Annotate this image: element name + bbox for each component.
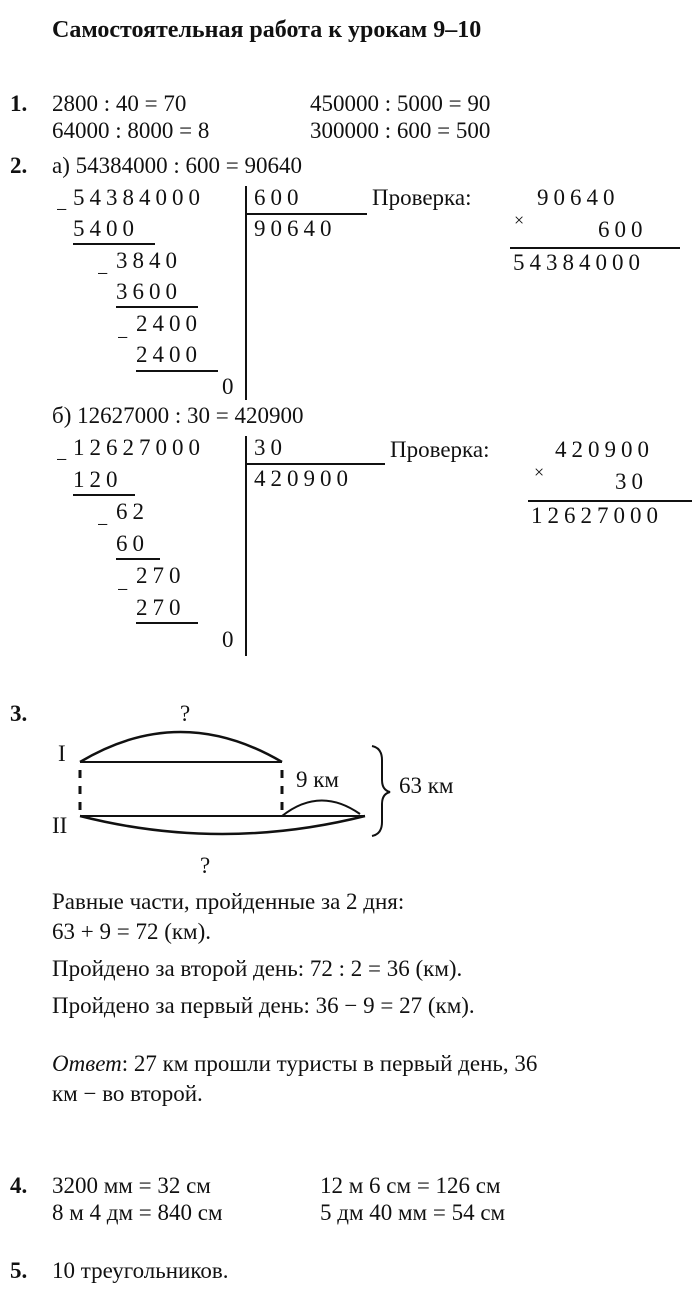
task-2b-step: 62 bbox=[116, 499, 149, 524]
task-4-expr-a: 3200 мм = 32 см bbox=[52, 1173, 211, 1198]
task-1-expr-c: 64000 : 8000 = 8 bbox=[52, 118, 210, 143]
task-1-expr-a: 2800 : 40 = 70 bbox=[52, 91, 187, 116]
task-1-expr-d: 300000 : 600 = 500 bbox=[310, 118, 491, 143]
task-2a-header: а) 54384000 : 600 = 90640 bbox=[52, 153, 302, 178]
times-sign: × bbox=[514, 210, 525, 230]
task-2b-check-top: 420900 bbox=[555, 437, 654, 462]
minus-sign: − bbox=[97, 514, 109, 536]
task-2b-header: б) 12627000 : 30 = 420900 bbox=[52, 403, 304, 428]
minus-sign: − bbox=[117, 579, 129, 601]
task-2a-step: 3840 bbox=[116, 248, 182, 273]
task-2b-remainder: 0 bbox=[222, 627, 234, 652]
diagram-label-day-1: I bbox=[58, 741, 66, 766]
task-2a-check-mult: 600 bbox=[598, 217, 648, 242]
task-5-text: 10 треугольников. bbox=[52, 1258, 229, 1283]
minus-sign: − bbox=[97, 263, 109, 285]
task-3-line: Равные части, пройденные за 2 дня: bbox=[52, 889, 405, 914]
arc-day-2 bbox=[80, 816, 365, 834]
answer-text: : 27 км прошли туристы в первый день, 36 bbox=[121, 1051, 538, 1076]
task-3-number: 3. bbox=[10, 701, 28, 726]
task-2b-step: 270 bbox=[136, 563, 186, 588]
task-2b-quotient: 420900 bbox=[254, 466, 353, 491]
task-2b-step: 120 bbox=[73, 467, 123, 492]
minus-sign: − bbox=[56, 449, 68, 471]
task-2b-check-label: Проверка: bbox=[390, 437, 490, 462]
task-1-number: 1. bbox=[10, 91, 28, 116]
minus-sign: − bbox=[56, 199, 68, 221]
task-3-answer bbox=[52, 1050, 537, 1078]
task-2a-check-result: 54384000 bbox=[513, 250, 645, 275]
task-3-line: Пройдено за первый день: 36 − 9 = 27 (км). bbox=[52, 993, 475, 1018]
task-2b-divisor: 30 bbox=[254, 435, 287, 460]
task-4-expr-d: 5 дм 40 мм = 54 см bbox=[320, 1200, 506, 1225]
diagram-total-label: 63 км bbox=[399, 773, 454, 798]
task-2b-step: 60 bbox=[116, 531, 149, 556]
task-2b-dividend: 12627000 bbox=[73, 435, 205, 460]
task-4-number: 4. bbox=[10, 1173, 28, 1198]
minus-sign: − bbox=[117, 327, 129, 349]
task-4-expr-c: 8 м 4 дм = 840 см bbox=[52, 1200, 223, 1225]
diagram-diff-label: 9 км bbox=[296, 767, 339, 792]
brace bbox=[372, 746, 390, 836]
task-2a-quotient: 90640 bbox=[254, 216, 337, 241]
task-2-number: 2. bbox=[10, 153, 28, 178]
diagram-question-bottom: ? bbox=[200, 853, 211, 878]
task-2a-check-label: Проверка: bbox=[372, 185, 472, 210]
task-2a-divisor: 600 bbox=[254, 185, 304, 210]
task-3-line: 63 + 9 = 72 (км). bbox=[52, 919, 211, 944]
task-2a-dividend: 54384000 bbox=[73, 185, 205, 210]
times-sign: × bbox=[534, 462, 545, 482]
task-4-expr-b: 12 м 6 см = 126 см bbox=[320, 1173, 501, 1198]
diagram-question-top: ? bbox=[180, 701, 191, 726]
page-title: Самостоятельная работа к урокам 9–10 bbox=[52, 17, 482, 43]
diagram-label-day-2: II bbox=[52, 813, 68, 838]
task-5-number: 5. bbox=[10, 1258, 28, 1283]
task-2b-check-result: 12627000 bbox=[531, 503, 663, 528]
task-1-expr-b: 450000 : 5000 = 90 bbox=[310, 91, 491, 116]
task-3-line: Пройдено за второй день: 72 : 2 = 36 (км). bbox=[52, 956, 463, 981]
task-2a-check-top: 90640 bbox=[537, 185, 620, 210]
task-2b-check-mult: 30 bbox=[615, 469, 648, 494]
task-2a-step: 3600 bbox=[116, 279, 182, 304]
task-2a-step: 5400 bbox=[73, 216, 139, 241]
task-2a-remainder: 0 bbox=[222, 374, 234, 399]
task-2a-step: 2400 bbox=[136, 311, 202, 336]
arc-extra-9km bbox=[282, 800, 360, 816]
arc-day-1 bbox=[80, 732, 282, 762]
answer-label: Ответ bbox=[52, 1051, 122, 1076]
task-3-answer-cont: км − во второй. bbox=[52, 1081, 203, 1106]
task-2b-step: 270 bbox=[136, 595, 186, 620]
task-2a-step: 2400 bbox=[136, 342, 202, 367]
